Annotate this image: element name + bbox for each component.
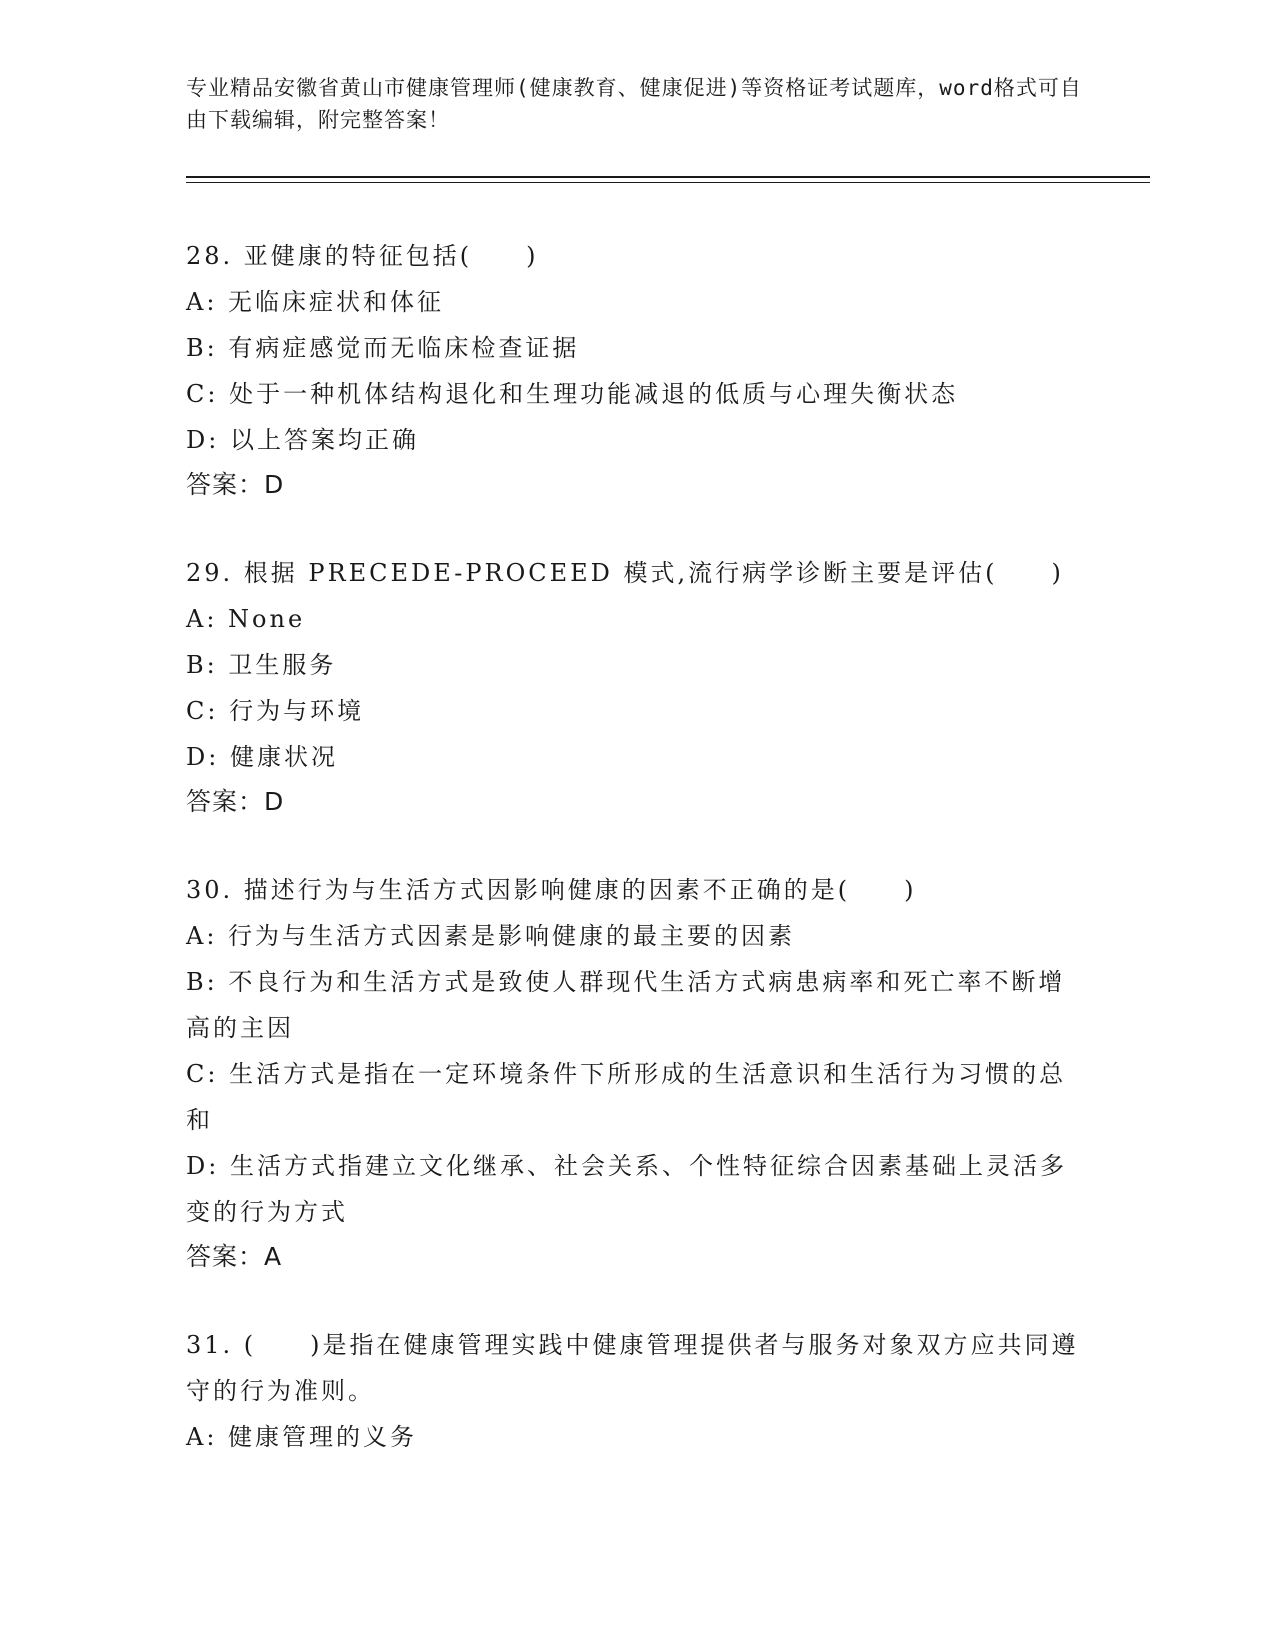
header-rule-thick xyxy=(186,176,1150,178)
question-31 xyxy=(186,1322,1086,1460)
question-28 xyxy=(186,233,1086,507)
option-a: A: 行为与生活方式因素是影响健康的最主要的因素 xyxy=(186,922,796,950)
header-rule-thin xyxy=(186,182,1150,183)
option-b: B: 不良行为和生活方式是致使人群现代生活方式病患病率和死亡率不断增高的主因 xyxy=(186,968,1066,1042)
option-d: D: 生活方式指建立文化继承、社会关系、个性特征综合因素基础上灵活多变的行为方式 xyxy=(186,1152,1067,1226)
option-c: C: 处于一种机体结构退化和生理功能减退的低质与心理失衡状态 xyxy=(186,380,959,408)
option-a: A: None xyxy=(186,605,306,633)
option-a: A: 健康管理的义务 xyxy=(186,1423,418,1451)
document-header: 专业精品安徽省黄山市健康管理师(健康教育、健康促进)等资格证考试题库，word格式可自由下载编辑，附完整答案！ xyxy=(186,76,1082,132)
option-b: B: 卫生服务 xyxy=(186,651,337,679)
question-list xyxy=(186,233,1086,1503)
option-c: C: 行为与环境 xyxy=(186,697,365,725)
question-29 xyxy=(186,550,1086,824)
option-d: D: 健康状况 xyxy=(186,743,338,771)
question-30 xyxy=(186,867,1086,1279)
option-b: B: 有病症感觉而无临床检查证据 xyxy=(186,334,580,362)
question-stem: 30. 描述行为与生活方式因影响健康的因素不正确的是( ) xyxy=(186,876,917,904)
answer-text: 答案：D xyxy=(186,470,285,499)
question-stem: 29. 根据 PRECEDE-PROCEED 模式,流行病学诊断主要是评估( ) xyxy=(186,559,1064,587)
option-d: D: 以上答案均正确 xyxy=(186,426,419,454)
option-c: C: 生活方式是指在一定环境条件下所形成的生活意识和生活行为习惯的总和 xyxy=(186,1060,1067,1134)
question-stem: 28. 亚健康的特征包括( ) xyxy=(186,242,539,270)
answer-text: 答案：A xyxy=(186,1242,283,1271)
answer-text: 答案：D xyxy=(186,787,285,816)
option-a: A: 无临床症状和体征 xyxy=(186,288,445,316)
question-stem: 31. ( )是指在健康管理实践中健康管理提供者与服务对象双方应共同遵守的行为准则。 xyxy=(186,1331,1079,1405)
